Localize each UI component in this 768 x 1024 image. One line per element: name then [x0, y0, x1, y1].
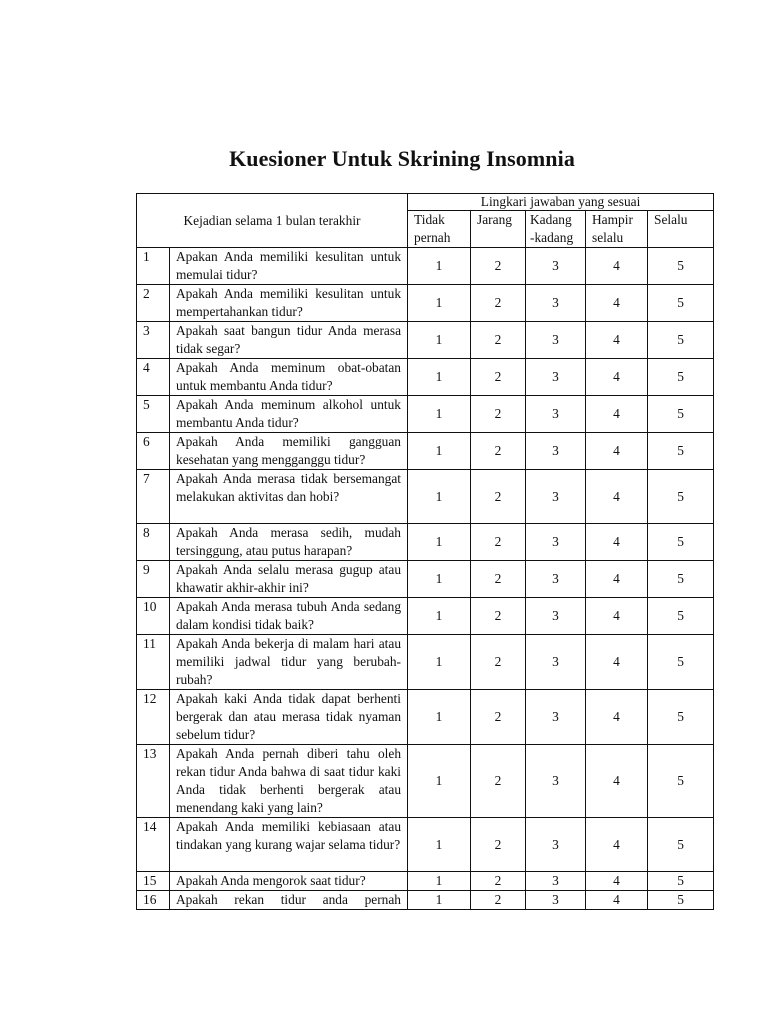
answer-option-never[interactable]: 1	[408, 561, 471, 598]
answer-option-never[interactable]: 1	[408, 322, 471, 359]
question-text: Apakah Anda mengorok saat tidur?	[170, 872, 408, 891]
question-number: 1	[137, 248, 170, 285]
answer-option-almost-always[interactable]: 4	[586, 359, 648, 396]
answer-option-never[interactable]: 1	[408, 818, 471, 872]
answer-option-always[interactable]: 5	[648, 818, 714, 872]
answer-option-never[interactable]: 1	[408, 598, 471, 635]
question-text: Apakah Anda memiliki kebiasaan atau tindakan yang kurang wajar selama tidur?	[170, 818, 408, 872]
answer-option-never[interactable]: 1	[408, 285, 471, 322]
question-number: 8	[137, 524, 170, 561]
answer-option-rarely[interactable]: 2	[471, 285, 526, 322]
answer-option-always[interactable]: 5	[648, 470, 714, 524]
table-row	[137, 690, 714, 745]
question-text: Apakah Anda pernah diberi tahu oleh rekan tidur Anda bahwa di saat tidur kaki Anda tidak berhenti bergerak atau menendang kaki yang lain?	[170, 745, 408, 818]
answer-option-always[interactable]: 5	[648, 561, 714, 598]
answer-option-never[interactable]: 1	[408, 524, 471, 561]
question-text: Apakah Anda merasa sedih, mudah tersinggung, atau putus harapan?	[170, 524, 408, 561]
question-text: Apakah kaki Anda tidak dapat berhenti bergerak dan atau merasa tidak nyaman sebelum tidur?	[170, 690, 408, 745]
answer-option-sometimes[interactable]: 3	[526, 872, 586, 891]
answer-option-rarely[interactable]: 2	[471, 359, 526, 396]
answer-option-almost-always[interactable]: 4	[586, 690, 648, 745]
answer-option-sometimes[interactable]: 3	[526, 433, 586, 470]
question-text: Apakah Anda memiliki kesulitan untuk mempertahankan tidur?	[170, 285, 408, 322]
answer-option-rarely[interactable]: 2	[471, 635, 526, 690]
question-number: 7	[137, 470, 170, 524]
answer-option-rarely[interactable]: 2	[471, 396, 526, 433]
answer-option-almost-always[interactable]: 4	[586, 470, 648, 524]
event-header: Kejadian selama 1 bulan terakhir	[137, 194, 408, 248]
answer-option-never[interactable]: 1	[408, 690, 471, 745]
answer-option-never[interactable]: 1	[408, 470, 471, 524]
table-row	[137, 285, 714, 322]
option-header-sometimes: Kadang -kadang	[526, 211, 586, 248]
answer-option-almost-always[interactable]: 4	[586, 635, 648, 690]
answer-option-almost-always[interactable]: 4	[586, 561, 648, 598]
question-text: Apakah Anda meminum alkohol untuk membantu Anda tidur?	[170, 396, 408, 433]
table-row	[137, 745, 714, 818]
question-number: 13	[137, 745, 170, 818]
question-number: 9	[137, 561, 170, 598]
answer-option-never[interactable]: 1	[408, 891, 471, 910]
answer-option-sometimes[interactable]: 3	[526, 598, 586, 635]
table-row	[137, 396, 714, 433]
questionnaire-table	[136, 193, 714, 910]
table-row	[137, 818, 714, 872]
answer-option-almost-always[interactable]: 4	[586, 322, 648, 359]
answer-option-always[interactable]: 5	[648, 690, 714, 745]
answer-option-sometimes[interactable]: 3	[526, 285, 586, 322]
answer-option-never[interactable]: 1	[408, 745, 471, 818]
table-row	[137, 635, 714, 690]
table-row	[137, 891, 714, 910]
answer-option-sometimes[interactable]: 3	[526, 359, 586, 396]
question-text: Apakah Anda meminum obat-obatan untuk membantu Anda tidur?	[170, 359, 408, 396]
option-header-rarely: Jarang	[471, 211, 526, 248]
answer-option-always[interactable]: 5	[648, 359, 714, 396]
answer-option-always[interactable]: 5	[648, 248, 714, 285]
page-title: Kuesioner Untuk Skrining Insomnia	[229, 146, 575, 171]
question-number: 5	[137, 396, 170, 433]
question-number: 3	[137, 322, 170, 359]
table-row	[137, 598, 714, 635]
answer-option-almost-always[interactable]: 4	[586, 285, 648, 322]
question-number: 6	[137, 433, 170, 470]
option-header-never: Tidak pernah	[408, 211, 471, 248]
answer-option-sometimes[interactable]: 3	[526, 248, 586, 285]
answer-option-rarely[interactable]: 2	[471, 322, 526, 359]
answer-option-sometimes[interactable]: 3	[526, 891, 586, 910]
question-text: Apakah Anda merasa tubuh Anda sedang dalam kondisi tidak baik?	[170, 598, 408, 635]
answer-option-always[interactable]: 5	[648, 891, 714, 910]
answer-option-always[interactable]: 5	[648, 322, 714, 359]
answer-option-almost-always[interactable]: 4	[586, 598, 648, 635]
question-number: 11	[137, 635, 170, 690]
answer-option-almost-always[interactable]: 4	[586, 745, 648, 818]
option-header-almost-always: Hampir selalu	[586, 211, 648, 248]
answer-option-rarely[interactable]: 2	[471, 248, 526, 285]
answer-option-sometimes[interactable]: 3	[526, 470, 586, 524]
question-text: Apakah Anda memiliki gangguan kesehatan yang mengganggu tidur?	[170, 433, 408, 470]
answer-option-sometimes[interactable]: 3	[526, 818, 586, 872]
answer-option-never[interactable]: 1	[408, 396, 471, 433]
answer-option-rarely[interactable]: 2	[471, 470, 526, 524]
question-text: Apakah rekan tidur anda pernah	[170, 891, 408, 910]
answer-option-always[interactable]: 5	[648, 635, 714, 690]
question-number: 2	[137, 285, 170, 322]
answer-option-always[interactable]: 5	[648, 285, 714, 322]
answer-option-never[interactable]: 1	[408, 433, 471, 470]
answer-option-sometimes[interactable]: 3	[526, 745, 586, 818]
answer-option-almost-always[interactable]: 4	[586, 524, 648, 561]
answer-option-sometimes[interactable]: 3	[526, 690, 586, 745]
option-header-always: Selalu	[648, 211, 714, 248]
answer-option-rarely[interactable]: 2	[471, 690, 526, 745]
answer-option-always[interactable]: 5	[648, 598, 714, 635]
answer-option-always[interactable]: 5	[648, 433, 714, 470]
table-row	[137, 470, 714, 524]
answer-option-rarely[interactable]: 2	[471, 891, 526, 910]
answer-option-rarely[interactable]: 2	[471, 818, 526, 872]
table-row	[137, 561, 714, 598]
answer-option-sometimes[interactable]: 3	[526, 322, 586, 359]
question-number: 12	[137, 690, 170, 745]
question-number: 14	[137, 818, 170, 872]
question-text: Apakah Anda selalu merasa gugup atau khawatir akhir-akhir ini?	[170, 561, 408, 598]
answer-option-almost-always[interactable]: 4	[586, 248, 648, 285]
answer-option-never[interactable]: 1	[408, 635, 471, 690]
answer-option-rarely[interactable]: 2	[471, 872, 526, 891]
question-text: Apakah Anda bekerja di malam hari atau memiliki jadwal tidur yang berubah-rubah?	[170, 635, 408, 690]
table-row	[137, 433, 714, 470]
answer-option-always[interactable]: 5	[648, 872, 714, 891]
answer-option-never[interactable]: 1	[408, 872, 471, 891]
answer-option-rarely[interactable]: 2	[471, 561, 526, 598]
table-row	[137, 248, 714, 285]
table-row	[137, 524, 714, 561]
answer-option-almost-always[interactable]: 4	[586, 396, 648, 433]
answer-option-always[interactable]: 5	[648, 745, 714, 818]
answer-option-almost-always[interactable]: 4	[586, 433, 648, 470]
question-text: Apakah saat bangun tidur Anda merasa tidak segar?	[170, 322, 408, 359]
answer-option-rarely[interactable]: 2	[471, 433, 526, 470]
answer-option-almost-always[interactable]: 4	[586, 818, 648, 872]
answer-option-sometimes[interactable]: 3	[526, 524, 586, 561]
answer-option-almost-always[interactable]: 4	[586, 891, 648, 910]
answer-option-rarely[interactable]: 2	[471, 524, 526, 561]
answer-option-never[interactable]: 1	[408, 248, 471, 285]
answer-option-never[interactable]: 1	[408, 359, 471, 396]
answer-option-sometimes[interactable]: 3	[526, 561, 586, 598]
answer-option-always[interactable]: 5	[648, 396, 714, 433]
answer-option-sometimes[interactable]: 3	[526, 635, 586, 690]
question-number: 10	[137, 598, 170, 635]
answer-option-sometimes[interactable]: 3	[526, 396, 586, 433]
answer-option-almost-always[interactable]: 4	[586, 872, 648, 891]
question-number: 15	[137, 872, 170, 891]
table-row	[137, 322, 714, 359]
table-row	[137, 872, 714, 891]
table-row	[137, 359, 714, 396]
question-text: Apakan Anda memiliki kesulitan untuk memulai tidur?	[170, 248, 408, 285]
question-text: Apakah Anda merasa tidak bersemangat melakukan aktivitas dan hobi?	[170, 470, 408, 524]
question-number: 16	[137, 891, 170, 910]
answer-option-rarely[interactable]: 2	[471, 598, 526, 635]
answer-option-always[interactable]: 5	[648, 524, 714, 561]
answer-group-header: Lingkari jawaban yang sesuai	[408, 194, 714, 211]
question-number: 4	[137, 359, 170, 396]
answer-option-rarely[interactable]: 2	[471, 745, 526, 818]
